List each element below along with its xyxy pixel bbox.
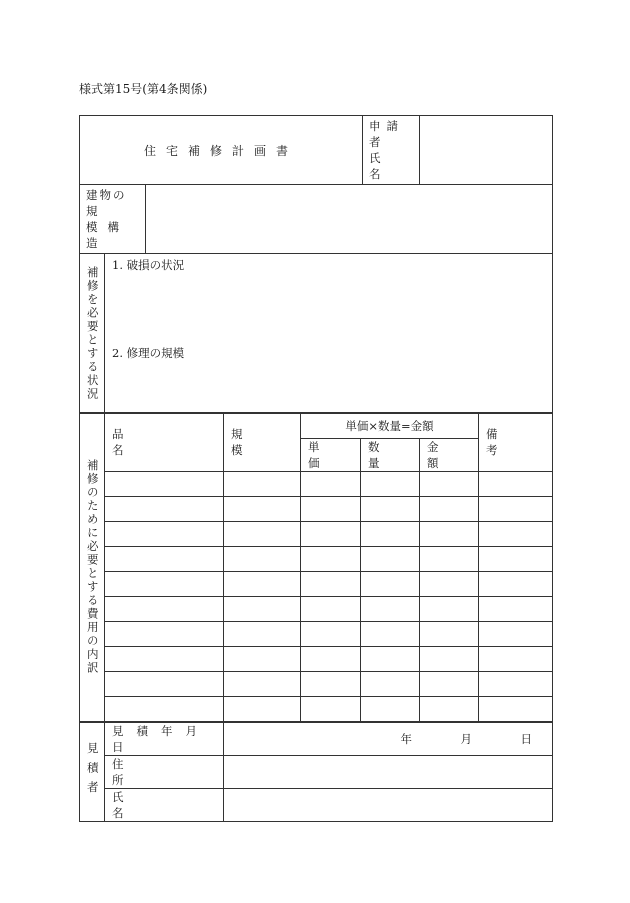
form-title-text: 住宅補修計画書 xyxy=(143,143,298,158)
unit-price-cell[interactable] xyxy=(301,471,361,496)
costs-table xyxy=(79,412,553,722)
table-row xyxy=(80,521,553,546)
damage-status-label: 1. 破損の状況 xyxy=(112,258,185,272)
table-row xyxy=(80,596,553,621)
quantity-cell[interactable] xyxy=(361,496,420,521)
remarks-cell[interactable] xyxy=(479,521,553,546)
item-name-cell[interactable] xyxy=(105,571,224,596)
quantity-cell[interactable] xyxy=(361,621,420,646)
scale-cell[interactable] xyxy=(224,471,301,496)
scale-cell[interactable] xyxy=(224,546,301,571)
quantity-header xyxy=(361,438,420,471)
situation-label-cell xyxy=(80,254,105,413)
scale-cell[interactable] xyxy=(224,496,301,521)
form-number-label: 様式第15号(第4条関係) xyxy=(79,82,208,96)
form-title xyxy=(80,116,363,185)
remarks-cell[interactable] xyxy=(479,471,553,496)
scale-header-text: 規模 xyxy=(231,427,281,458)
building-scale-field[interactable] xyxy=(146,185,553,254)
quantity-cell[interactable] xyxy=(361,596,420,621)
remarks-cell[interactable] xyxy=(479,546,553,571)
scale-cell[interactable] xyxy=(224,571,301,596)
remarks-header-text: 備考 xyxy=(486,427,534,458)
unit-price-cell[interactable] xyxy=(301,571,361,596)
unit-price-cell[interactable] xyxy=(301,521,361,546)
item-name-cell[interactable] xyxy=(105,621,224,646)
amount-cell[interactable] xyxy=(420,646,479,671)
quantity-header-text: 数量 xyxy=(368,439,402,470)
remarks-header xyxy=(479,413,553,471)
remarks-cell[interactable] xyxy=(479,621,553,646)
amount-cell[interactable] xyxy=(420,696,479,721)
quantity-cell[interactable] xyxy=(361,671,420,696)
repair-scale-label: 2. 修理の規模 xyxy=(112,346,185,360)
date-year-label: 年 xyxy=(400,731,412,746)
unit-price-cell[interactable] xyxy=(301,621,361,646)
scale-cell[interactable] xyxy=(224,696,301,721)
applicant-label-line1: 申請者 xyxy=(369,119,404,149)
building-label-line2: 模構造 xyxy=(86,220,129,250)
estimator-table xyxy=(79,721,553,822)
amount-cell[interactable] xyxy=(420,596,479,621)
formula-header xyxy=(301,413,479,438)
table-row xyxy=(80,496,553,521)
formula-header-text: 単価×数量=金額 xyxy=(345,418,434,433)
applicant-label-line2: 氏名 xyxy=(369,151,403,181)
unit-price-cell[interactable] xyxy=(301,671,361,696)
estimator-label-cell xyxy=(80,722,105,822)
name-field[interactable] xyxy=(224,788,553,821)
item-name-cell[interactable] xyxy=(105,596,224,621)
item-name-header xyxy=(105,413,224,471)
name-label-cell xyxy=(105,788,224,821)
situation-table xyxy=(79,253,553,413)
applicant-label xyxy=(369,118,413,150)
unit-price-cell[interactable] xyxy=(301,546,361,571)
name-label: 氏名 xyxy=(112,789,204,820)
estimate-date-field[interactable] xyxy=(224,722,553,756)
table-row xyxy=(80,546,553,571)
scale-cell[interactable] xyxy=(224,621,301,646)
item-name-cell[interactable] xyxy=(105,471,224,496)
scale-cell[interactable] xyxy=(224,671,301,696)
unit-price-header-text: 単価 xyxy=(308,439,342,470)
unit-price-cell[interactable] xyxy=(301,696,361,721)
header-table xyxy=(79,115,553,185)
amount-cell[interactable] xyxy=(420,496,479,521)
amount-cell[interactable] xyxy=(420,521,479,546)
building-label-line1: 建物の規 xyxy=(86,188,127,218)
amount-cell[interactable] xyxy=(420,671,479,696)
remarks-cell[interactable] xyxy=(479,646,553,671)
address-label: 住所 xyxy=(112,756,204,787)
amount-cell[interactable] xyxy=(420,546,479,571)
costs-label-cell xyxy=(80,413,105,721)
scale-header xyxy=(224,413,301,471)
unit-price-cell[interactable] xyxy=(301,596,361,621)
quantity-cell[interactable] xyxy=(361,546,420,571)
table-row xyxy=(80,471,553,496)
estimate-date-label-cell xyxy=(105,722,224,756)
costs-label: 補修のために必要とする費用の内訳 xyxy=(85,459,100,676)
item-name-cell[interactable] xyxy=(105,496,224,521)
quantity-cell[interactable] xyxy=(361,521,420,546)
plan-form-sheet xyxy=(79,115,552,822)
remarks-cell[interactable] xyxy=(479,571,553,596)
building-label-cell xyxy=(80,185,146,254)
applicant-name-label xyxy=(369,150,413,182)
amount-header-text: 金額 xyxy=(427,439,461,470)
remarks-cell[interactable] xyxy=(479,496,553,521)
address-label-cell xyxy=(105,755,224,788)
applicant-name-field[interactable] xyxy=(420,116,553,185)
item-name-cell[interactable] xyxy=(105,671,224,696)
unit-price-header xyxy=(301,438,361,471)
date-day-label: 日 xyxy=(520,731,532,746)
item-name-cell[interactable] xyxy=(105,696,224,721)
remarks-cell[interactable] xyxy=(479,696,553,721)
table-row xyxy=(80,646,553,671)
table-row xyxy=(80,671,553,696)
amount-cell[interactable] xyxy=(420,571,479,596)
item-name-cell[interactable] xyxy=(105,521,224,546)
scale-cell[interactable] xyxy=(224,646,301,671)
remarks-cell[interactable] xyxy=(479,671,553,696)
table-row xyxy=(80,571,553,596)
unit-price-cell[interactable] xyxy=(301,496,361,521)
date-month-label: 月 xyxy=(460,731,472,746)
amount-cell[interactable] xyxy=(420,621,479,646)
applicant-label-cell xyxy=(363,116,420,185)
item-name-cell[interactable] xyxy=(105,646,224,671)
scale-cell[interactable] xyxy=(224,596,301,621)
estimator-label: 見積者 xyxy=(85,742,100,801)
amount-cell[interactable] xyxy=(420,471,479,496)
address-field[interactable] xyxy=(224,755,553,788)
remarks-cell[interactable] xyxy=(479,596,553,621)
table-row xyxy=(80,696,553,721)
quantity-cell[interactable] xyxy=(361,571,420,596)
amount-header xyxy=(420,438,479,471)
quantity-cell[interactable] xyxy=(361,696,420,721)
situation-content[interactable] xyxy=(105,254,553,413)
unit-price-cell[interactable] xyxy=(301,646,361,671)
estimate-date-label: 見積年月日 xyxy=(112,723,210,754)
item-name-header-text: 品名 xyxy=(112,427,204,458)
scale-cell[interactable] xyxy=(224,521,301,546)
building-table xyxy=(79,184,553,254)
quantity-cell[interactable] xyxy=(361,646,420,671)
quantity-cell[interactable] xyxy=(361,471,420,496)
table-row xyxy=(80,621,553,646)
item-name-cell[interactable] xyxy=(105,546,224,571)
situation-label: 補修を必要とする状況 xyxy=(85,265,100,401)
